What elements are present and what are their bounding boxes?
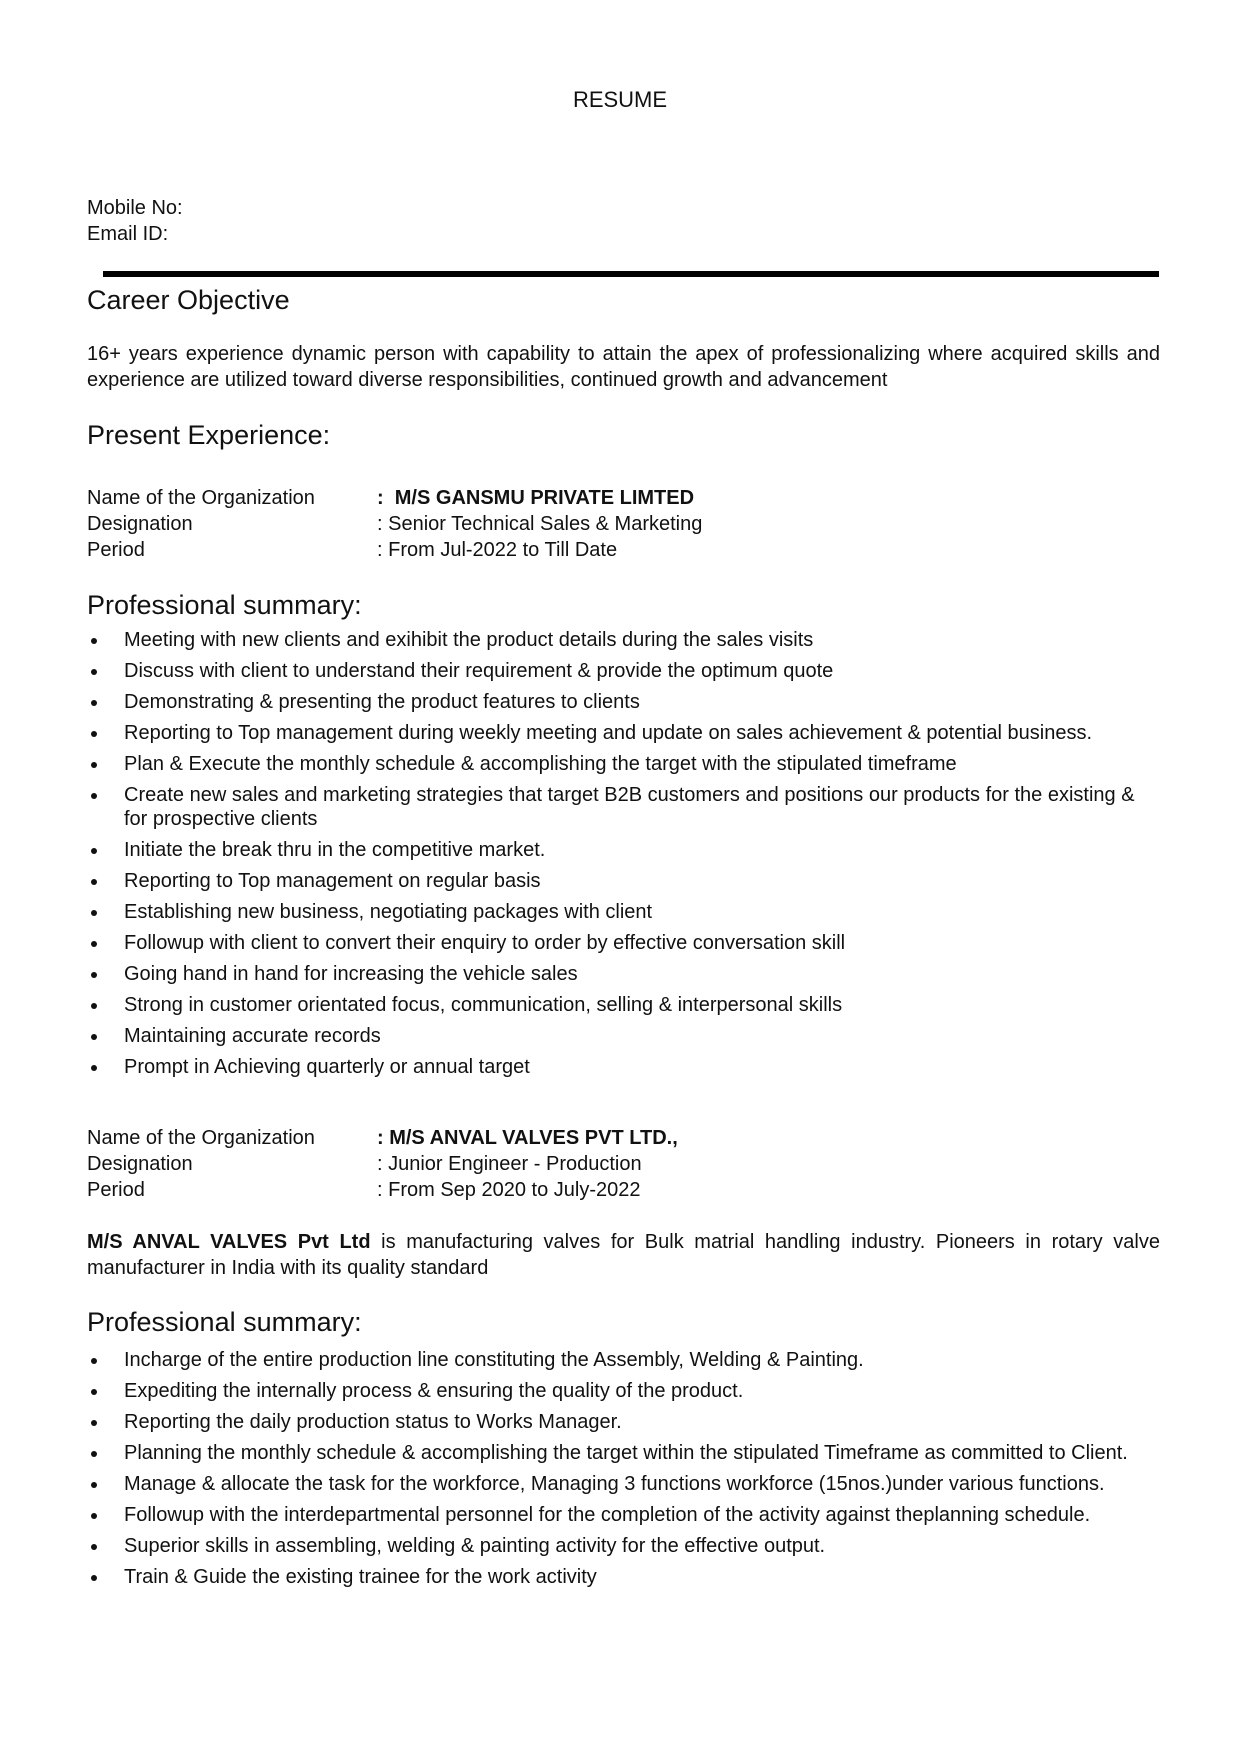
- bullet-icon: [91, 1451, 97, 1457]
- company-description: [87, 1229, 1160, 1281]
- bullet-icon: [91, 1575, 97, 1581]
- period-label: Period: [87, 539, 145, 561]
- mobile-label: Mobile No:: [87, 197, 183, 219]
- list-item: [87, 838, 1137, 862]
- list-item-text: Going hand in hand for increasing the vehicle sales: [124, 963, 578, 985]
- list-item: [87, 1441, 1137, 1465]
- info-row: [87, 1177, 678, 1203]
- bullet-icon: [91, 972, 97, 978]
- list-item-text: Reporting the daily production status to Works Manager.: [124, 1411, 622, 1433]
- bullet-icon: [91, 669, 97, 675]
- bullet-icon: [91, 1513, 97, 1519]
- org-name-label: Name of the Organization: [87, 487, 315, 509]
- period-value: : From Jul-2022 to Till Date: [377, 539, 618, 561]
- org-name-value: : M/S ANVAL VALVES PVT LTD.,: [377, 1127, 678, 1149]
- designation-value: : Junior Engineer - Production: [377, 1153, 642, 1175]
- list-item: [87, 690, 1137, 714]
- list-item: [87, 1410, 1137, 1434]
- bullet-icon: [91, 793, 97, 799]
- info-row: [87, 485, 702, 511]
- bullet-icon: [91, 700, 97, 706]
- bullet-icon: [91, 731, 97, 737]
- list-item: [87, 900, 1137, 924]
- list-item: [87, 1472, 1137, 1496]
- list-item-text: Discuss with client to understand their requirement & provide the optimum quote: [124, 660, 834, 682]
- list-item: [87, 1565, 1137, 1589]
- list-item-text: Expediting the internally process & ensuring the quality of the product.: [124, 1380, 744, 1402]
- list-item-text: Create new sales and marketing strategies that target B2B customers and positions our products for the existing & for prospective clients: [124, 784, 1135, 830]
- info-row: [87, 1151, 678, 1177]
- company-name: M/S ANVAL VALVES Pvt Ltd: [87, 1231, 371, 1253]
- info-row: [87, 511, 702, 537]
- list-item-text: Plan & Execute the monthly schedule & accomplishing the target with the stipulated timeframe: [124, 753, 957, 775]
- list-item-text: Demonstrating & presenting the product features to clients: [124, 691, 640, 713]
- list-item-text: Reporting to Top management on regular basis: [124, 870, 541, 892]
- summary-list-1: [87, 628, 1137, 1079]
- info-row: [87, 537, 702, 563]
- document-title: RESUME: [572, 87, 668, 112]
- list-item-text: Followup with client to convert their enquiry to order by effective conversation skill: [124, 932, 846, 954]
- career-objective-text: 16+ years experience dynamic person with capability to attain the apex of professionalizing where acquired skills and experience are utilized toward diverse responsibilities, continued growth and advancement: [87, 343, 1160, 391]
- bullet-icon: [91, 941, 97, 947]
- professional-summary-heading: Professional summary:: [87, 1307, 362, 1337]
- list-item-text: Initiate the break thru in the competitive market.: [124, 839, 546, 861]
- list-item-text: Strong in customer orientated focus, communication, selling & interpersonal skills: [124, 994, 843, 1016]
- bullet-icon: [91, 1034, 97, 1040]
- list-item-text: Prompt in Achieving quarterly or annual target: [124, 1056, 530, 1078]
- career-objective-heading: Career Objective: [87, 285, 290, 315]
- list-item: [87, 1379, 1137, 1403]
- designation-label: Designation: [87, 1153, 193, 1175]
- designation-label: Designation: [87, 513, 193, 535]
- list-item: [87, 721, 1137, 745]
- bullet-icon: [91, 638, 97, 644]
- list-item: [87, 931, 1137, 955]
- list-item: [87, 659, 1137, 683]
- info-row: [87, 1125, 678, 1151]
- list-item: [87, 628, 1137, 652]
- list-item-text: Meeting with new clients and exihibit the product details during the sales visits: [124, 629, 814, 651]
- list-item: [87, 869, 1137, 893]
- summary-list-2: [87, 1348, 1137, 1589]
- list-item: [87, 1055, 1137, 1079]
- designation-value: : Senior Technical Sales & Marketing: [377, 513, 703, 535]
- email-label: Email ID:: [87, 223, 169, 245]
- bullet-icon: [91, 1003, 97, 1009]
- list-item: [87, 752, 1137, 776]
- bullet-icon: [91, 1389, 97, 1395]
- bullet-icon: [91, 762, 97, 768]
- list-item-text: Followup with the interdepartmental personnel for the completion of the activity against theplanning schedule.: [124, 1504, 1091, 1526]
- list-item: [87, 1534, 1137, 1558]
- period-value: : From Sep 2020 to July-2022: [377, 1179, 641, 1201]
- bullet-icon: [91, 848, 97, 854]
- company-desc-text: is manufacturing valves for Bulk matrial handling industry. Pioneers in rotary valve manufacturer in India with its quality standard: [87, 1231, 1160, 1279]
- list-item-text: Establishing new business, negotiating packages with client: [124, 901, 653, 923]
- list-item-text: Manage & allocate the task for the workforce, Managing 3 functions workforce (15nos.)under various functions.: [124, 1473, 1105, 1495]
- list-item-text: Maintaining accurate records: [124, 1025, 381, 1047]
- bullet-icon: [91, 1544, 97, 1550]
- list-item: [87, 1348, 1137, 1372]
- list-item: [87, 783, 1137, 831]
- list-item: [87, 993, 1137, 1017]
- header-divider: [103, 271, 1159, 277]
- list-item: [87, 962, 1137, 986]
- list-item: [87, 1024, 1137, 1048]
- list-item-text: Incharge of the entire production line constituting the Assembly, Welding & Painting.: [124, 1349, 864, 1371]
- contact-block: [87, 195, 183, 247]
- professional-summary-heading: Professional summary:: [87, 590, 362, 620]
- bullet-icon: [91, 910, 97, 916]
- list-item-text: Planning the monthly schedule & accomplishing the target within the stipulated Timeframe as committed to Client.: [124, 1442, 1128, 1464]
- bullet-icon: [91, 1420, 97, 1426]
- list-item-text: Superior skills in assembling, welding & painting activity for the effective output.: [124, 1535, 826, 1557]
- list-item-text: Reporting to Top management during weekly meeting and update on sales achievement & potential business.: [124, 722, 1093, 744]
- bullet-icon: [91, 1065, 97, 1071]
- org-name-label: Name of the Organization: [87, 1127, 315, 1149]
- bullet-icon: [91, 1482, 97, 1488]
- list-item: [87, 1503, 1137, 1527]
- past-org-info: [87, 1125, 678, 1203]
- present-experience-heading: Present Experience:: [87, 420, 331, 450]
- present-org-info: [87, 485, 702, 563]
- period-label: Period: [87, 1179, 145, 1201]
- bullet-icon: [91, 879, 97, 885]
- list-item-text: Train & Guide the existing trainee for the work activity: [124, 1566, 597, 1588]
- org-name-value: : M/S GANSMU PRIVATE LIMTED: [377, 487, 695, 509]
- bullet-icon: [91, 1358, 97, 1364]
